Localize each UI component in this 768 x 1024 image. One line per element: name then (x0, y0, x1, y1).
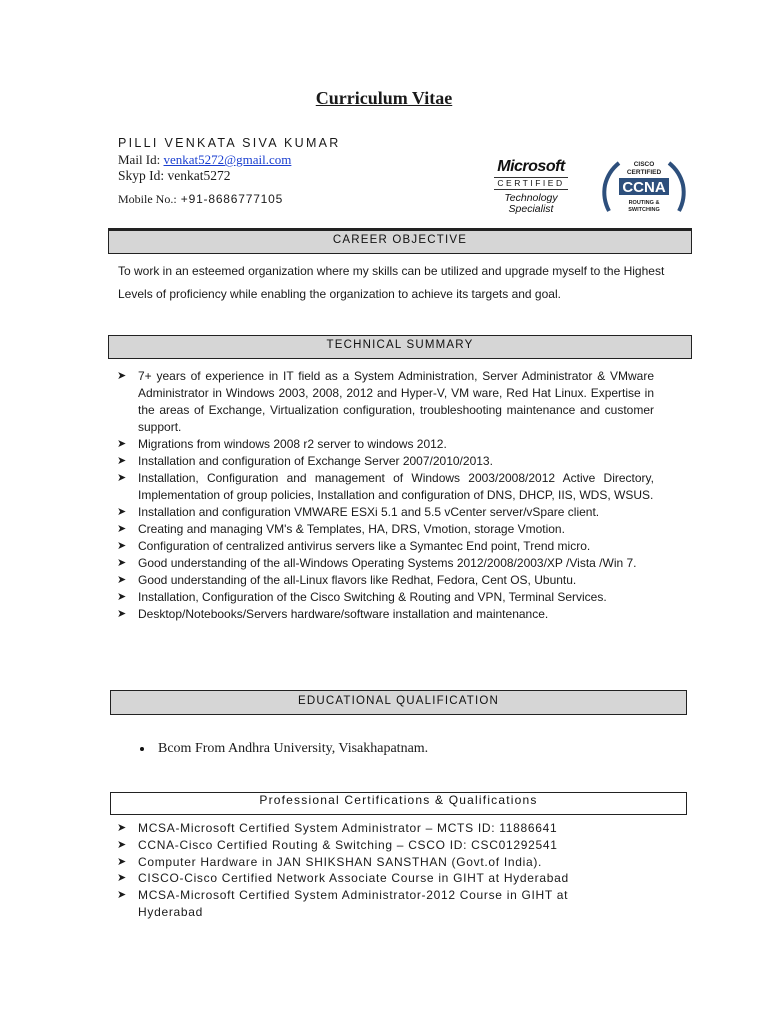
page-title: Curriculum Vitae (315, 88, 453, 108)
list-item-text: Computer Hardware in JAN SHIKSHAN SANSTHAN (Govt.of India). (138, 854, 543, 869)
list-item-text: CCNA-Cisco Certified Routing & Switching – CSCO ID: CSC01292541 (138, 837, 558, 852)
arrow-bullet-icon: ➤ (117, 574, 127, 586)
list-item (117, 436, 654, 453)
technical-summary-heading: TECHNICAL SUMMARY (108, 335, 692, 359)
list-item-text: Migrations from windows 2008 r2 server to windows 2012. (138, 437, 447, 451)
list-item-text: Desktop/Notebooks/Servers hardware/software installation and maintenance. (138, 607, 549, 621)
list-item (117, 589, 654, 606)
education-heading: EDUCATIONAL QUALIFICATION (110, 690, 687, 715)
list-item (117, 555, 654, 572)
list-item (117, 606, 654, 623)
list-item (117, 820, 637, 837)
arrow-bullet-icon: ➤ (117, 540, 127, 552)
arrow-bullet-icon: ➤ (117, 506, 127, 518)
list-item (117, 538, 654, 555)
list-item-text: CISCO-Cisco Certified Network Associate Course in GIHT at Hyderabad (138, 871, 569, 886)
list-item (117, 504, 654, 521)
mail-line (118, 152, 291, 168)
arrow-bullet-icon: ➤ (117, 557, 127, 569)
arrow-bullet-icon: ➤ (117, 438, 127, 450)
arrow-bullet-icon: ➤ (117, 591, 127, 603)
education-item-text: Bcom From Andhra University, Visakhapatnam. (158, 741, 429, 756)
list-item (117, 854, 637, 871)
arrow-bullet-icon: ➤ (117, 370, 127, 382)
microsoft-certified-logo (490, 158, 572, 215)
list-item-text: MCSA-Microsoft Certified System Administrator-2012 Course in GIHT at Hyderabad (138, 888, 569, 919)
list-item-text: 7+ years of experience in IT field as a System Administration, Server Administrator & VMware Administrator in Windows 2003, 2008, 2012 and Hyper-V, VM ware, Red Hat Linux. Expertise in the areas of Exchange, Virtualization configuration, troubleshooting maintenance and customer support. (138, 369, 654, 434)
cisco-sub2: SWITCHING (628, 207, 660, 213)
ccna-badge-icon (599, 157, 689, 221)
microsoft-certified-label: CERTIFIED (494, 177, 568, 190)
arrow-bullet-icon: ➤ (117, 872, 127, 885)
list-item-text: Creating and managing VM's & Templates, HA, DRS, Vmotion, storage Vmotion. (138, 522, 565, 536)
bullet-dot-icon (140, 747, 144, 751)
list-item (117, 521, 654, 538)
cisco-sub1: ROUTING & (628, 200, 660, 206)
list-item (117, 470, 654, 504)
list-item (117, 887, 637, 921)
list-item (117, 453, 654, 470)
list-item-text: Good understanding of the all-Windows Operating Systems 2012/2008/2003/XP /Vista /Win 7. (138, 556, 637, 570)
skype-line: Skyp Id: venkat5272 (118, 168, 231, 183)
microsoft-tech-line1: Technology (504, 192, 558, 204)
mobile-value: +91-8686777105 (176, 192, 284, 206)
arrow-bullet-icon: ➤ (117, 889, 127, 902)
professional-certifications-list (117, 820, 637, 921)
arrow-bullet-icon: ➤ (117, 822, 127, 834)
professional-certifications-heading: Professional Certifications & Qualifications (110, 792, 687, 815)
microsoft-tech-line2: Specialist (508, 203, 554, 215)
list-item (117, 870, 637, 887)
arrow-bullet-icon: ➤ (117, 855, 127, 868)
arrow-bullet-icon: ➤ (117, 608, 127, 620)
career-objective-heading: CAREER OBJECTIVE (108, 228, 692, 254)
mobile-line (118, 192, 283, 207)
cisco-ccna-text: CCNA (622, 179, 666, 196)
list-item (117, 368, 654, 436)
mobile-label: Mobile No.: (118, 192, 177, 206)
cisco-line2: CERTIFIED (626, 169, 662, 176)
arrow-bullet-icon: ➤ (117, 838, 127, 851)
career-objective-text: To work in an esteemed organization where my skills can be utilized and upgrade myself to the Highest Levels of proficiency while enabling the organization to achieve its targets and goal. (118, 264, 665, 301)
mail-label: Mail Id: (118, 152, 164, 167)
list-item-text: MCSA-Microsoft Certified System Administrator – MCTS ID: 11886641 (138, 821, 558, 835)
microsoft-wordmark: Microsoft (497, 158, 565, 175)
technical-summary-list (117, 368, 654, 623)
cisco-line1: CISCO (633, 161, 655, 168)
list-item (117, 837, 637, 854)
list-item-text: Installation, Configuration and management of Windows 2003/2008/2012 Active Directory, Implementation of group policies, Installation and configuration of DNS, DHCP, IIS, WDS, WSUS. (138, 471, 654, 502)
mail-link[interactable]: venkat5272@gmail.com (163, 152, 292, 167)
arrow-bullet-icon: ➤ (117, 455, 127, 467)
list-item-text: Good understanding of the all-Linux flavors like Redhat, Fedora, Cent OS, Ubuntu. (138, 573, 577, 587)
list-item-text: Installation and configuration VMWARE ESXi 5.1 and 5.5 vCenter server/vSpare client. (138, 505, 600, 519)
education-item (140, 741, 428, 757)
list-item-text: Configuration of centralized antivirus servers like a Symantec End point, Trend micro. (138, 539, 591, 553)
candidate-name: PILLI VENKATA SIVA KUMAR (118, 136, 341, 150)
arrow-bullet-icon: ➤ (117, 523, 127, 535)
list-item-text: Installation and configuration of Exchange Server 2007/2010/2013. (138, 454, 493, 468)
list-item (117, 572, 654, 589)
list-item-text: Installation, Configuration of the Cisco Switching & Routing and VPN, Terminal Services. (138, 590, 607, 604)
arrow-bullet-icon: ➤ (117, 472, 127, 484)
